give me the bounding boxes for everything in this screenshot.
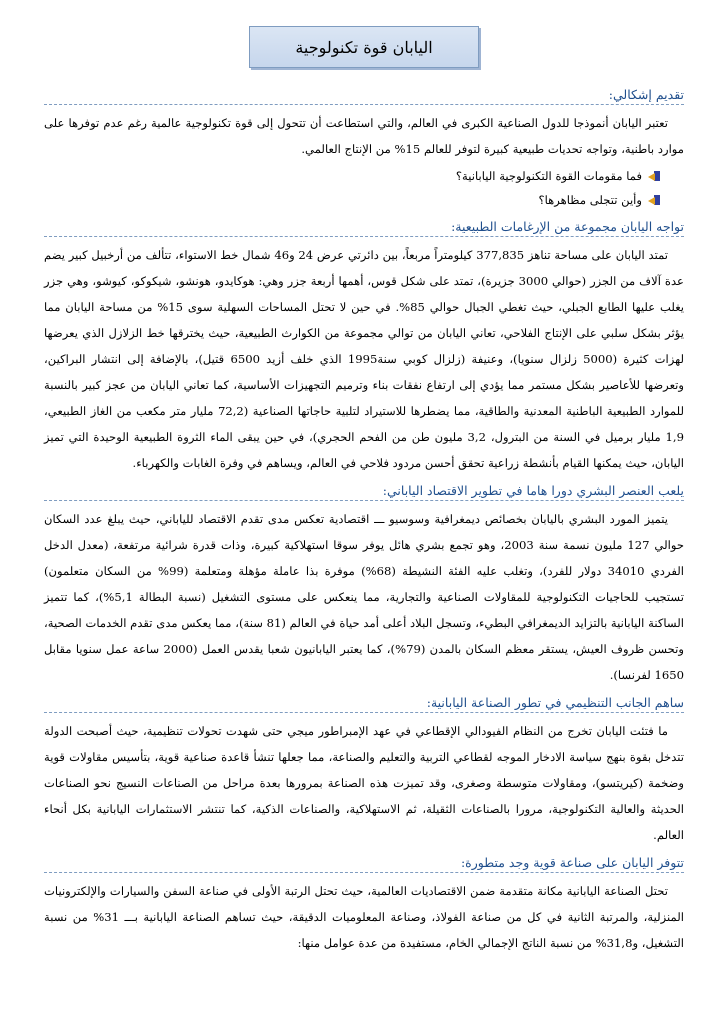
- paragraph-industry: تحتل الصناعة اليابانية مكانة متقدمة ضمن الاقتصاديات العالمية، حيث تحتل الرتبة الأولى في صناعة السفن والسيارات والإلكترونيات المنزلية، والمرتبة الثانية في كل من صناعة الفولاذ، وصناعة المعلوميات الدقيقة، حيث تساهم الصناعة اليابانية بـــ 31% من نسبة التشغيل، و31,8% من نسبة الناتج الإجمالي الخام، مستفيدة من عدة عوامل منها:: [44, 884, 684, 950]
- section-heading-intro: تقديم إشكالي:: [44, 86, 684, 105]
- question-text: وأين تتجلى مظاهرها؟: [538, 193, 642, 207]
- paragraph-intro: تعتبر اليابان أنموذجا للدول الصناعية الكبرى في العالم، والتي استطاعت أن تتحول إلى قوة تكنولوجية عالمية رغم عدم توفرها على موارد باطنية، وتواجه تحديات طبيعية كبيرة لتوفر للعالم 15% من الإنتاج العالمي.: [44, 116, 684, 156]
- page-title: اليابان قوة تكنولوجية: [249, 26, 479, 68]
- paragraph-organization: ما فتئت اليابان تخرج من النظام الفيودالي الإقطاعي في عهد الإمبراطور ميجي حتى شهدت تحولات تنظيمية، حيث أصبحت الدولة تتدخل بقوة بنهج سياسة الادخار الموجه لقطاعي التربية والتعليم والصناعة، مما جعلها تنشأ قاعدة صناعية قوية، بتأسيس مقاولات قوية وضخمة (كيريتسو)، ومقاولات متوسطة وصغرى، وقد تميزت هذه الصناعة بمرورها بعدة مراحل من الصناعات النسيج نحو الصناعات الحديثة والعالية التكنولوجية، مرورا بالصناعات الثقيلة، ثم الاستهلاكية، والصناعات الذكية، كما تنتشر الاستثمارات اليابانية بكل أنحاء العالم.: [44, 724, 684, 842]
- arrow-bullet-icon: [648, 194, 660, 206]
- section-heading-industry: تتوفر اليابان على صناعة قوية وجد متطورة:: [44, 854, 684, 873]
- question-item: [44, 164, 660, 188]
- section-heading-natural-constraints: تواجه اليابان مجموعة من الإرغامات الطبيعية:: [44, 218, 684, 237]
- section-heading-human-factor: يلعب العنصر البشري دورا هاما في تطوير الاقتصاد الياباني:: [44, 482, 684, 501]
- paragraph-natural-constraints: تمتد اليابان على مساحة تناهز 377,835 كيلومتراً مربعاً، بين دائرتي عرض 24 و46 شمال خط الاستواء، تتألف من أرخبيل كبير يضم عدة آلاف من الجزر (حوالي 3000 جزيرة)، تمتد على شكل قوس، أهمها أربعة جزر وهي: هوكايدو، هونشو، شيكوكو، كيوشو، وهي جزر يغلب عليها الطابع الجبلي، حيث تغطي الجبال حوالي 85%. في حين لا تحتل المساحات السهلية سوى 15% من مساحة اليابان مما يؤثر بشكل سلبي على الإنتاج الفلاحي، تعاني اليابان من توالي مجموعة من الكوارث الطبيعية، حيث يخترقها خط الزلازل الذي يعرضها لهزات كثيرة (5000 زلزال سنويا)، وعنيفة (زلزال كوبي سنة1995 الذي خلف أزيد 6500 قتيل)، بالإضافة إلى انتشار البراكين، وتعرضها للأعاصير بشكل مستمر مما يؤدي إلى ارتفاع نفقات بناء وترميم التجهيزات الأساسية، كما تعاني اليابان من عجز كبير بالنسبة للموارد الطبيعية الباطنية المعدنية والطاقية، مما يضطرها للاستيراد لتلبية حاجاتها الصناعية (72,2 مليار متر مكعب من الغاز الطبيعي، 1,9 مليار برميل في السنة من البترول، 3,2 مليون طن من الفحم الحجري)، في حين يبقى الماء الثروة الطبيعية الوحيدة التي تميز اليابان، حيث يمكنها القيام بأنشطة زراعية تحقق أحسن مردود فلاحي في العالم، ويساهم في وفرة الغابات والكهرباء.: [44, 248, 685, 470]
- arrow-bullet-icon: [648, 170, 660, 182]
- question-text: فما مقومات القوة التكنولوجية اليابانية؟: [455, 169, 642, 183]
- paragraph-human-factor: يتميز المورد البشري باليابان بخصائص ديمغرافية وسوسيو ـــ اقتصادية تعكس مدى تقدم الاقتصاد للياباني، حيث يبلغ عدد السكان حوالي 127 مليون نسمة سنة 2003، وهو تجمع بشري هائل يوفر سوقا استهلاكية كبيرة، وذات قدرة شرائية مرتفعة، (معدل الدخل الفردي 34010 دولار للفرد)، وتغلب عليه الفئة النشيطة (68%) موفرة بذا عاملة مؤهلة ومتعلمة (99% من السكان متعلمون) تستجيب للحاجيات التكنولوجية للمقاولات الصناعية والتجارية، مما ينعكس على مستوى التشغيل (نسبة البطالة 5,1%)، كما تتميز الساكنة اليابانية بالتزايد الديمغرافي البطيء، وتسجل البلاد أعلى أمد حياة في العالم (81 سنة)، مما يعكس مدى تقدم الخدمات الصحية، وتحسن ظروف العيش، يستقر معظم السكان بالمدن (79%)، كما يعتبر اليابانيون شعبا يقدس العمل (2000 ساعة عمل سنويا مقابل 1650 لفرنسا).: [44, 512, 684, 682]
- question-list: [44, 164, 660, 212]
- document-page: [44, 26, 684, 956]
- question-item: [44, 188, 660, 212]
- section-heading-organization: ساهم الجانب التنظيمي في تطور الصناعة اليابانية:: [44, 694, 684, 713]
